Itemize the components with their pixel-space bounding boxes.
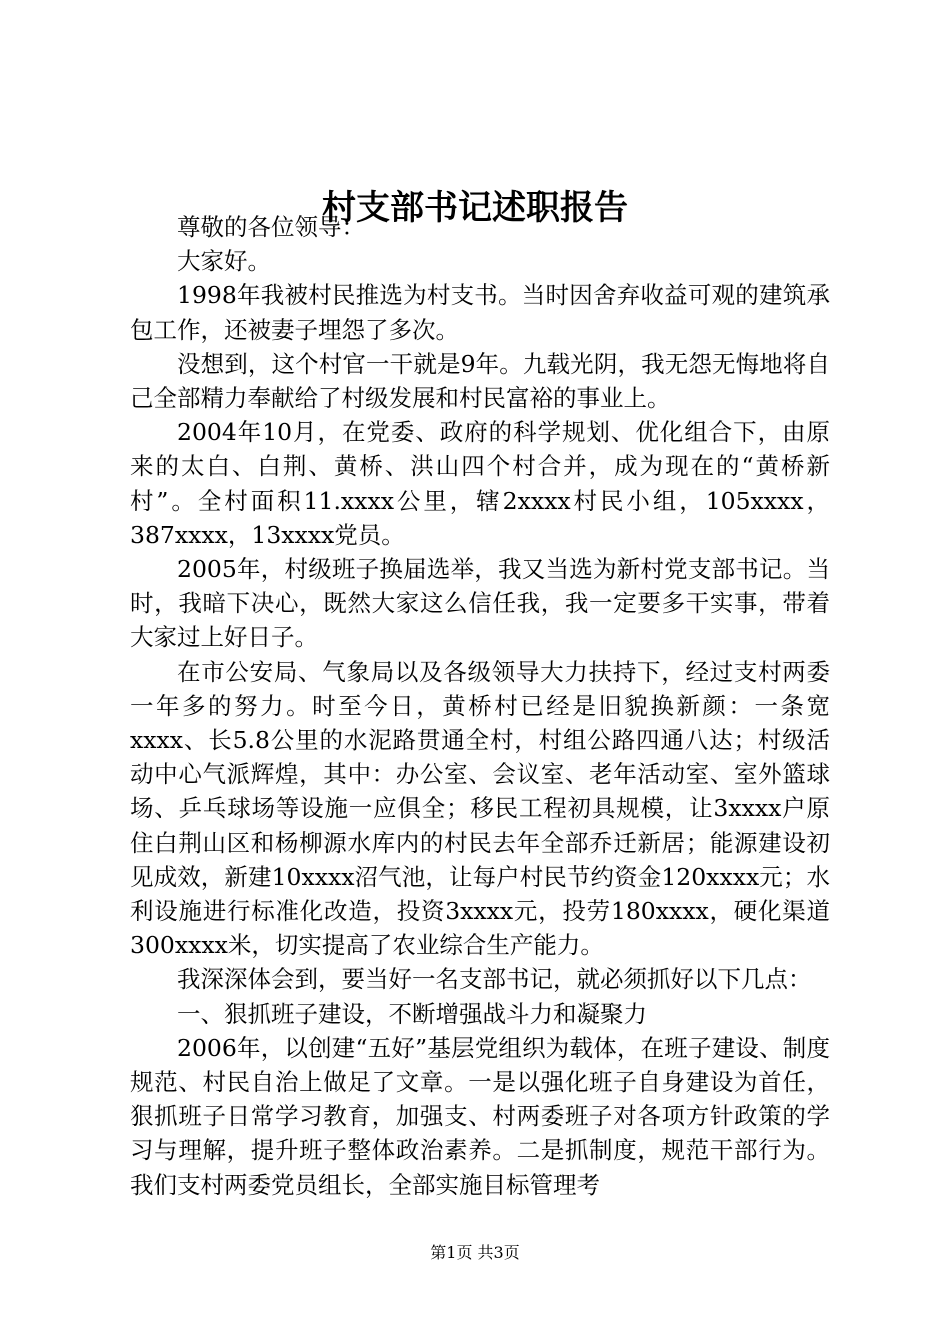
paragraph: 没想到，这个村官一干就是9年。九载光阴，我无怨无悔地将自己全部精力奉献给了村级发展和村民富裕的事业上。: [130, 349, 830, 413]
paragraph-salutation: 尊敬的各位领导：: [177, 213, 365, 241]
page-footer: 第1页 共3页: [430, 1243, 520, 1262]
paragraph: 2004年10月，在党委、政府的科学规划、优化组合下，由原来的太白、白荆、黄桥、洪山四个村合并，成为现在的“黄桥新村”。全村面积11.xxxx公里，辖2xxxx村民小组，105xxxx，387xxxx，13xxxx党员。: [130, 418, 830, 549]
paragraph: 2005年，村级班子换届选举，我又当选为新村党支部书记。当时，我暗下决心，既然大家这么信任我，我一定要多干实事，带着大家过上好日子。: [130, 555, 830, 652]
section-heading: 一、狠抓班子建设，不断增强战斗力和凝聚力: [177, 999, 647, 1028]
paragraph: 在市公安局、气象局以及各级领导大力扶持下，经过支村两委一年多的努力。时至今日，黄桥村已经是旧貌换新颜：一条宽xxxx、长5.8公里的水泥路贯通全村，村组公路四通八达；村级活动中心气派辉煌，其中：办公室、会议室、老年活动室、室外篮球场、乒乓球场等设施一应俱全；移民工程初具规模，让3xxxx户原住白荆山区和杨柳源水库内的村民去年全部乔迁新居；能源建设初见成效，新建10xxxx沼气池，让每户村民节约资金120xxxx元；水利设施进行标准化改造，投资3xxxx元，投劳180xxxx，硬化渠道300xxxx米，切实提高了农业综合生产能力。: [130, 657, 830, 960]
paragraph-greeting: 大家好。: [177, 247, 271, 276]
paragraph: 2006年，以创建“五好”基层党组织为载体，在班子建设、制度规范、村民自治上做足了文章。一是以强化班子自身建设为首任，狠抓班子日常学习教育，加强支、村两委班子对各项方针政策的学习与理解，提升班子整体政治素养。二是抓制度，规范干部行为。我们支村两委党员组长，全部实施目标管理考: [130, 1033, 830, 1199]
document-body: [130, 210, 830, 1202]
paragraph: 我深深体会到，要当好一名支部书记，就必须抓好以下几点：: [177, 965, 812, 994]
document-title: 村支部书记述职报告: [322, 188, 628, 228]
paragraph: 1998年我被村民推选为村支书。当时因舍弃收益可观的建筑承包工作，还被妻子埋怨了多次。: [130, 281, 830, 344]
